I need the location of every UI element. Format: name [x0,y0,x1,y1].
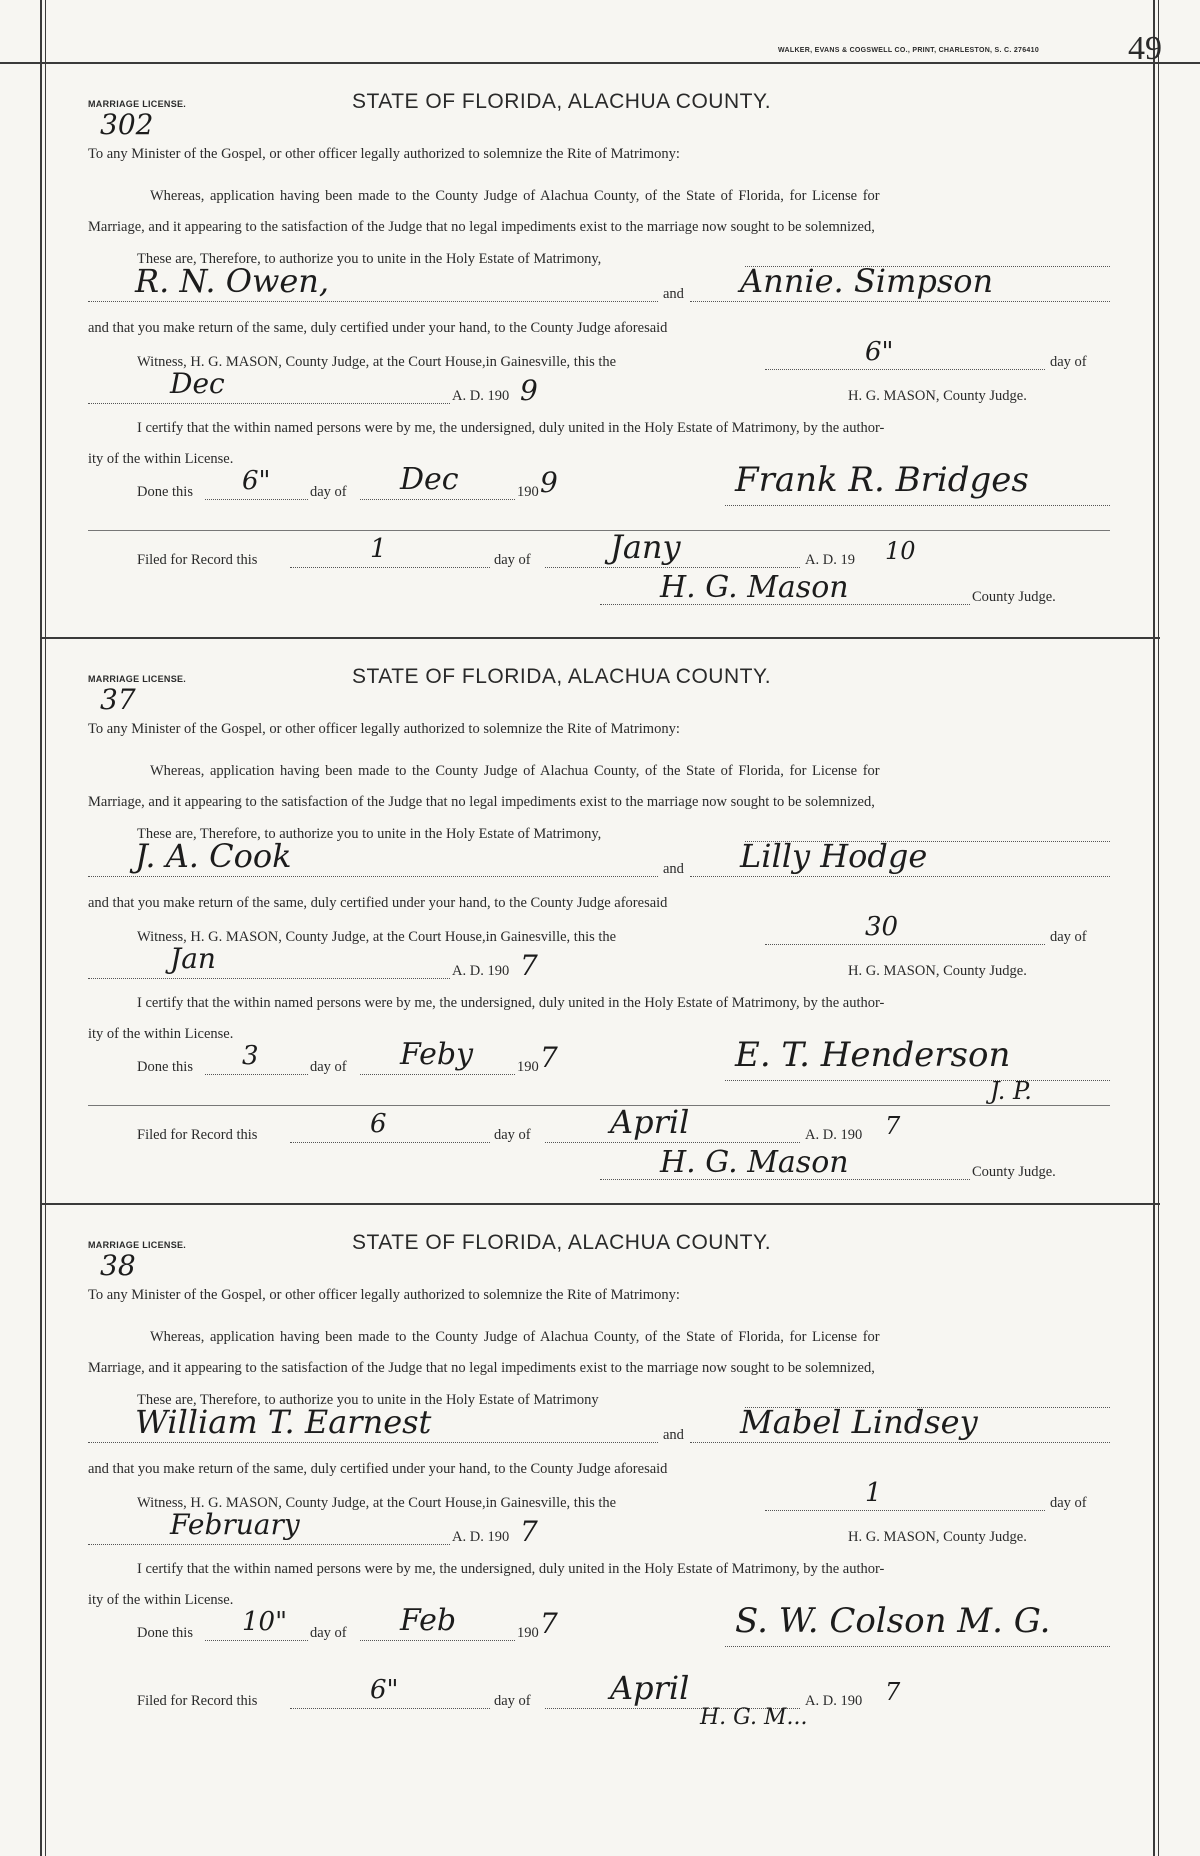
whereas-line-2: Marriage, and it appearing to the satisfaction of the Judge that no legal impediments exist to the marriage now sought to be solemnized, [88,1360,875,1376]
filed-day-of: day of [494,552,531,568]
license-year: 9 [520,374,538,407]
license-number: 38 [100,1249,136,1282]
clerk-signature: H. G. Mason [660,570,849,605]
return-line: and that you make return of the same, duly certified under your hand, to the County Judge aforesaid [88,895,668,911]
bride-dots [690,301,1110,302]
license-ad: A. D. 190 [452,963,510,979]
printer-imprint: WALKER, EVANS & COGSWELL CO., PRINT, CHARLESTON, S. C. 276410 [778,47,1040,54]
filed-day-of: day of [494,1693,531,1709]
license-label: MARRIAGE LICENSE. [88,1240,187,1250]
witness-line: Witness, H. G. MASON, County Judge, at the Court House,in Gainesville, this the [137,929,617,945]
license-day-dots [765,369,1045,370]
groom-dots [88,1442,658,1443]
top-rule [0,62,1200,64]
license-year: 7 [520,1515,538,1548]
license-ad: A. D. 190 [452,1529,510,1545]
done-month: Feby [400,1037,474,1072]
done-day: 6" [242,466,271,496]
clerk-signature: H. G. M... [700,1705,808,1730]
filed-day-of: day of [494,1127,531,1143]
license-day-of: day of [1050,929,1087,945]
license-day: 6" [865,337,894,367]
license-month-dots [88,978,450,979]
filed-year: 7 [885,1112,901,1140]
license-day: 30 [865,912,899,942]
and-label: and [663,286,684,302]
certify-line-2: ity of the within License. [88,451,234,467]
certify-line-2: ity of the within License. [88,1026,234,1042]
done-year: 7 [540,1607,558,1640]
clerk-signature: H. G. Mason [660,1145,849,1180]
license-heading: STATE OF FLORIDA, ALACHUA COUNTY. [352,1231,772,1254]
address-line: To any Minister of the Gospel, or other officer legally authorized to solemnize the Rite of Matrimony: [88,1287,680,1303]
witness-line: Witness, H. G. MASON, County Judge, at the Court House,in Gainesville, this the [137,354,617,370]
groom-dots [88,301,658,302]
license-ad: A. D. 190 [452,388,510,404]
license-month: Dec [170,367,225,400]
done-this-label: Done this [137,1625,193,1641]
page-number: 49 [1128,30,1162,67]
filed-month-dots [545,1142,800,1143]
license-heading: STATE OF FLORIDA, ALACHUA COUNTY. [352,665,772,688]
whereas-line-1: Whereas, application having been made to the County Judge of Alachua County, of the State of Florida, for License for [150,763,880,779]
done-day-of: day of [310,1059,347,1075]
officiant-dots [725,1080,1110,1081]
license-day-dots [765,944,1045,945]
whereas-line-2: Marriage, and it appearing to the satisfaction of the Judge that no legal impediments exist to the marriage now sought to be solemnized, [88,794,875,810]
address-line: To any Minister of the Gospel, or other officer legally authorized to solemnize the Rite of Matrimony: [88,721,680,737]
whereas-line-2: Marriage, and it appearing to the satisfaction of the Judge that no legal impediments exist to the marriage now sought to be solemnized, [88,219,875,235]
license-label: MARRIAGE LICENSE. [88,674,187,684]
done-day: 3 [242,1041,259,1071]
done-day-of: day of [310,1625,347,1641]
license-day: 1 [865,1478,882,1508]
license-day-dots [765,1510,1045,1511]
filed-month: April [610,1669,690,1707]
filed-ad: A. D. 19 [805,552,855,568]
done-day-of: day of [310,484,347,500]
whereas-line-1: Whereas, application having been made to the County Judge of Alachua County, of the State of Florida, for License for [150,188,880,204]
license-label: MARRIAGE LICENSE. [88,99,187,109]
done-year: 9 [540,466,558,499]
done-day-dots [205,1640,308,1641]
left-margin-rule-inner [45,0,46,1856]
license-number: 302 [100,108,154,141]
done-month-dots [360,499,515,500]
address-line: To any Minister of the Gospel, or other officer legally authorized to solemnize the Rite of Matrimony: [88,146,680,162]
filed-month-dots [545,567,800,568]
license-divider-1 [40,637,1160,639]
bride-dots [690,876,1110,877]
section-rule [88,530,1110,531]
filed-month: Jany [610,528,681,566]
filed-ad: A. D. 190 [805,1127,863,1143]
and-label: and [663,1427,684,1443]
groom-name: William T. Earnest [135,1403,432,1441]
done-year-prefix: 190 [517,484,539,500]
license-day-of: day of [1050,354,1087,370]
officiant-signature: E. T. Henderson [735,1035,1011,1075]
filed-year: 7 [885,1678,901,1706]
return-line: and that you make return of the same, duly certified under your hand, to the County Judge aforesaid [88,1461,668,1477]
these-are-line: These are, Therefore, to authorize you to unite in the Holy Estate of Matrimony [137,1392,599,1408]
judge-signature-print: H. G. MASON, County Judge. [848,1529,1027,1545]
county-judge-label: County Judge. [972,589,1056,605]
certify-line-1: I certify that the within named persons were by me, the undersigned, duly united in the Holy Estate of Matrimony, by the author- [137,1561,885,1577]
county-judge-label: County Judge. [972,1164,1056,1180]
done-this-label: Done this [137,484,193,500]
done-month-dots [360,1074,515,1075]
filed-month: April [610,1103,690,1141]
judge-signature-print: H. G. MASON, County Judge. [848,963,1027,979]
done-year-prefix: 190 [517,1625,539,1641]
left-margin-rule [40,0,42,1856]
done-year: 7 [540,1041,558,1074]
certify-line-2: ity of the within License. [88,1592,234,1608]
bride-dots [690,1442,1110,1443]
filed-label: Filed for Record this [137,1127,258,1143]
done-month: Feb [400,1603,457,1638]
officiant-dots [725,505,1110,506]
filed-day-dots [290,1142,490,1143]
filed-label: Filed for Record this [137,1693,258,1709]
license-month: Jan [170,942,216,975]
filed-day: 6" [370,1675,399,1705]
done-year-prefix: 190 [517,1059,539,1075]
done-month: Dec [400,462,459,497]
officiant-title: J. P. [990,1077,1032,1105]
license-year: 7 [520,949,538,982]
filed-day: 1 [370,534,387,564]
bride-name: Mabel Lindsey [740,1403,978,1441]
officiant-dots [725,1646,1110,1647]
witness-line: Witness, H. G. MASON, County Judge, at the Court House,in Gainesville, this the [137,1495,617,1511]
right-margin-rule-inner [1158,0,1159,1856]
officiant-signature: S. W. Colson M. G. [735,1601,1051,1641]
license-month-dots [88,1544,450,1545]
license-heading: STATE OF FLORIDA, ALACHUA COUNTY. [352,90,772,113]
filed-ad: A. D. 190 [805,1693,863,1709]
bride-name: Annie. Simpson [740,262,994,300]
filed-day-dots [290,567,490,568]
officiant-signature: Frank R. Bridges [735,460,1029,500]
right-margin-rule [1153,0,1155,1856]
whereas-line-1: Whereas, application having been made to the County Judge of Alachua County, of the State of Florida, for License for [150,1329,880,1345]
license-month: February [170,1508,300,1541]
section-rule [88,1105,1110,1106]
license-number: 37 [100,683,136,716]
license-divider-2 [40,1203,1160,1205]
clerk-dots [600,1179,970,1180]
certify-line-1: I certify that the within named persons were by me, the undersigned, duly united in the Holy Estate of Matrimony, by the author- [137,995,885,1011]
done-day-dots [205,499,308,500]
filed-day: 6 [370,1109,387,1139]
license-month-dots [88,403,450,404]
groom-dots [88,876,658,877]
return-line: and that you make return of the same, duly certified under your hand, to the County Judge aforesaid [88,320,668,336]
filed-day-dots [290,1708,490,1709]
done-day-dots [205,1074,308,1075]
filed-year: 10 [885,537,916,565]
done-day: 10" [242,1607,288,1637]
these-are-line: These are, Therefore, to authorize you to unite in the Holy Estate of Matrimony, [137,251,602,267]
judge-signature-print: H. G. MASON, County Judge. [848,388,1027,404]
groom-name: J. A. Cook [135,837,292,875]
and-label: and [663,861,684,877]
clerk-dots [600,604,970,605]
license-day-of: day of [1050,1495,1087,1511]
certify-line-1: I certify that the within named persons were by me, the undersigned, duly united in the Holy Estate of Matrimony, by the author- [137,420,885,436]
filed-label: Filed for Record this [137,552,258,568]
done-this-label: Done this [137,1059,193,1075]
bride-name: Lilly Hodge [740,837,928,875]
done-month-dots [360,1640,515,1641]
these-are-line: These are, Therefore, to authorize you to unite in the Holy Estate of Matrimony, [137,826,602,842]
groom-name: R. N. Owen, [135,262,330,300]
